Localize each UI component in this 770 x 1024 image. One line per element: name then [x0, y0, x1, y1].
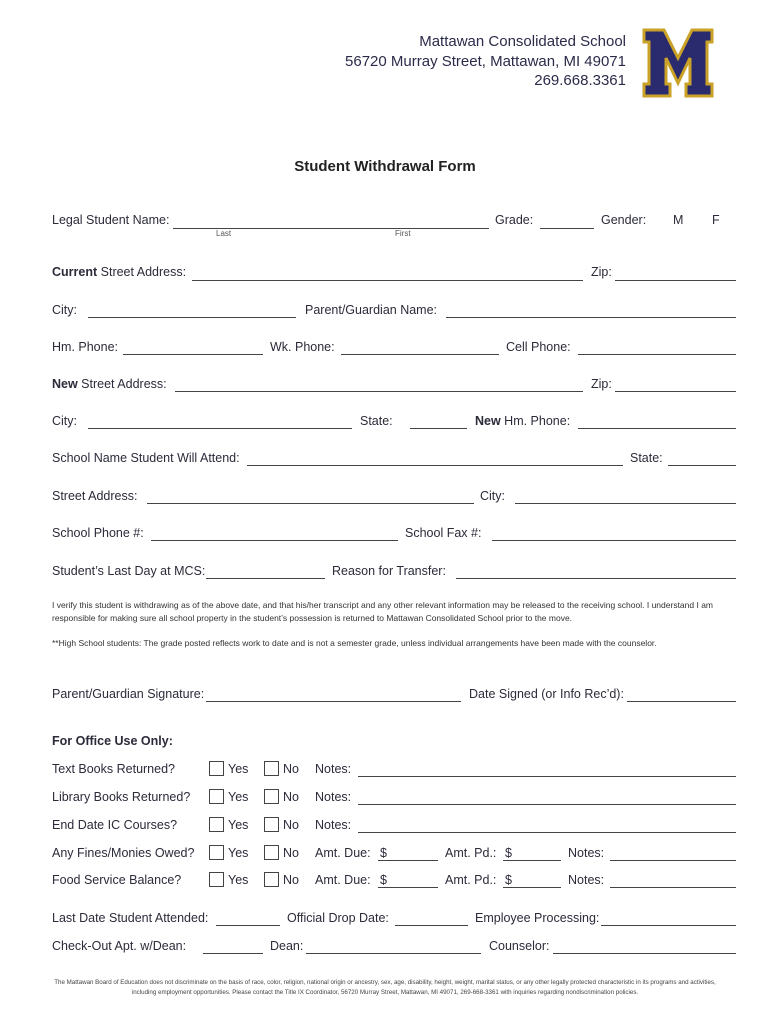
- notes-field[interactable]: [610, 860, 736, 861]
- footer-line-2: including employment opportunities. Please contact the Title IX Coordinator, 56720 Murray Street, Mattawan, MI 49071, 269-668-3361 with inquiries regarding nondiscrimination policies.: [131, 989, 639, 996]
- school-phone-label: School Phone #:: [52, 526, 144, 540]
- yes-checkbox[interactable]: [209, 872, 224, 887]
- notes-field[interactable]: [358, 804, 736, 805]
- counselor-field[interactable]: [553, 953, 736, 954]
- employee-label: Employee Processing:: [475, 911, 600, 925]
- no-label: No: [283, 762, 299, 776]
- no-label: No: [283, 818, 299, 832]
- school-address: 56720 Murray Street, Mattawan, MI 49071: [345, 53, 626, 70]
- wk-phone-label: Wk. Phone:: [270, 340, 335, 354]
- yes-label: Yes: [228, 846, 249, 860]
- grade-label: Grade:: [495, 213, 534, 227]
- new-zip-label: Zip:: [591, 377, 612, 391]
- drop-date-label: Official Drop Date:: [287, 911, 389, 925]
- school-logo: [642, 28, 714, 98]
- signature-field[interactable]: [206, 701, 461, 702]
- no-label: No: [283, 873, 299, 887]
- current-city-field[interactable]: [88, 317, 296, 318]
- school-attend-label: School Name Student Will Attend:: [52, 451, 240, 465]
- date-signed-field[interactable]: [627, 701, 736, 702]
- school-street-label: Street Address:: [52, 489, 138, 503]
- yes-checkbox[interactable]: [209, 817, 224, 832]
- new-zip-field[interactable]: [615, 391, 736, 392]
- school-fax-label: School Fax #:: [405, 526, 482, 540]
- office-row-label: Library Books Returned?: [52, 790, 191, 804]
- counselor-label: Counselor:: [489, 939, 550, 953]
- amt-due-dollar: $: [380, 846, 387, 860]
- new-city-field[interactable]: [88, 428, 352, 429]
- zip-label: Zip:: [591, 265, 612, 279]
- hm-phone-field[interactable]: [123, 354, 263, 355]
- hm-phone-label: Hm. Phone:: [52, 340, 119, 354]
- amt-due-label: Amt. Due:: [315, 873, 371, 887]
- notes-label: Notes:: [568, 873, 605, 887]
- amt-due-field[interactable]: [378, 887, 438, 888]
- notes-label: Notes:: [315, 818, 352, 832]
- high-school-note: **High School students: The grade posted reflects work to date and is not a semester grade, unless individual arrangements have been made with the counselor.: [52, 638, 657, 648]
- yes-label: Yes: [228, 873, 249, 887]
- new-hm-phone-label: New Hm. Phone:: [475, 414, 571, 428]
- amt-pd-dollar: $: [505, 846, 512, 860]
- first-label: First: [395, 229, 411, 238]
- new-address-field[interactable]: [175, 391, 583, 392]
- checkout-label: Check-Out Apt. w/Dean:: [52, 939, 187, 953]
- signature-label: Parent/Guardian Signature:: [52, 687, 205, 701]
- yes-label: Yes: [228, 790, 249, 804]
- footer-line-1: The Mattawan Board of Education does not discriminate on the basis of race, color, religion, national origin or ancestry, sex, age, disability, height, weight, marital status, or any other legally protected characteristic in its programs and activities,: [54, 979, 716, 986]
- notes-label: Notes:: [315, 762, 352, 776]
- yes-label: Yes: [228, 818, 249, 832]
- office-row-label: Food Service Balance?: [52, 873, 182, 887]
- new-state-field[interactable]: [410, 428, 467, 429]
- amt-due-dollar: $: [380, 873, 387, 887]
- gender-label: Gender:: [601, 213, 647, 227]
- no-checkbox[interactable]: [264, 817, 279, 832]
- notes-field[interactable]: [610, 887, 736, 888]
- office-row-label: Text Books Returned?: [52, 762, 175, 776]
- last-date-label: Last Date Student Attended:: [52, 911, 209, 925]
- no-checkbox[interactable]: [264, 789, 279, 804]
- school-phone-field[interactable]: [151, 540, 398, 541]
- current-address-label: Current Street Address:: [52, 265, 187, 279]
- amt-pd-label: Amt. Pd.:: [445, 873, 497, 887]
- last-day-field[interactable]: [206, 578, 325, 579]
- amt-pd-label: Amt. Pd.:: [445, 846, 497, 860]
- office-row-label: Any Fines/Monies Owed?: [52, 846, 195, 860]
- yes-checkbox[interactable]: [209, 789, 224, 804]
- school-state-label: State:: [630, 451, 663, 465]
- last-day-label: Student’s Last Day at MCS:: [52, 564, 206, 578]
- reason-label: Reason for Transfer:: [332, 564, 446, 578]
- school-phone: 269.668.3361: [534, 72, 626, 89]
- school-fax-field[interactable]: [492, 540, 736, 541]
- notes-label: Notes:: [568, 846, 605, 860]
- current-address-field[interactable]: [192, 280, 583, 281]
- city-label: City:: [52, 303, 77, 317]
- legal-name-label: Legal Student Name:: [52, 213, 170, 227]
- employee-field[interactable]: [601, 925, 736, 926]
- cell-phone-field[interactable]: [578, 354, 736, 355]
- amt-pd-dollar: $: [505, 873, 512, 887]
- dean-field[interactable]: [306, 953, 481, 954]
- new-state-label: State:: [360, 414, 393, 428]
- reason-field[interactable]: [456, 578, 736, 579]
- wk-phone-field[interactable]: [341, 354, 499, 355]
- no-label: No: [283, 790, 299, 804]
- school-name: Mattawan Consolidated School: [419, 33, 626, 50]
- no-checkbox[interactable]: [264, 845, 279, 860]
- gender-m[interactable]: M: [673, 213, 684, 227]
- verify-statement: I verify this student is withdrawing as of the above date, and that his/her transcript and any other relevant information may be released to the receiving school. I understand I am responsible for making sure all school property in the student’s possession is returned to Mattawan Consolidated School prior to the move.: [52, 600, 714, 623]
- no-label: No: [283, 846, 299, 860]
- checkout-field[interactable]: [203, 953, 263, 954]
- date-signed-label: Date Signed (or Info Rec’d):: [469, 687, 624, 701]
- cell-phone-label: Cell Phone:: [506, 340, 571, 354]
- school-street-field[interactable]: [147, 503, 474, 504]
- no-checkbox[interactable]: [264, 761, 279, 776]
- notes-label: Notes:: [315, 790, 352, 804]
- last-date-field[interactable]: [216, 925, 280, 926]
- new-hm-phone-field[interactable]: [578, 428, 736, 429]
- office-row-label: End Date IC Courses?: [52, 818, 178, 832]
- current-zip-field[interactable]: [615, 280, 736, 281]
- school-city-label: City:: [480, 489, 505, 503]
- new-city-label: City:: [52, 414, 77, 428]
- drop-date-field[interactable]: [395, 925, 468, 926]
- yes-checkbox[interactable]: [209, 845, 224, 860]
- footer-notice: [0, 978, 770, 998]
- school-state-field[interactable]: [668, 465, 736, 466]
- parent-name-label: Parent/Guardian Name:: [305, 303, 438, 317]
- new-address-label: New Street Address:: [52, 377, 167, 391]
- notes-field[interactable]: [358, 832, 736, 833]
- parent-name-field[interactable]: [446, 317, 736, 318]
- amt-due-field[interactable]: [378, 860, 438, 861]
- school-attend-field[interactable]: [247, 465, 623, 466]
- amt-pd-field[interactable]: [503, 860, 561, 861]
- amt-pd-field[interactable]: [503, 887, 561, 888]
- amt-due-label: Amt. Due:: [315, 846, 371, 860]
- school-city-field[interactable]: [515, 503, 736, 504]
- grade-field[interactable]: [540, 228, 594, 229]
- form-title: Student Withdrawal Form: [294, 158, 476, 175]
- last-label: Last: [216, 229, 232, 238]
- office-use-heading: For Office Use Only:: [52, 734, 173, 748]
- no-checkbox[interactable]: [264, 872, 279, 887]
- yes-checkbox[interactable]: [209, 761, 224, 776]
- yes-label: Yes: [228, 762, 249, 776]
- gender-f[interactable]: F: [712, 213, 720, 227]
- dean-label: Dean:: [270, 939, 304, 953]
- notes-field[interactable]: [358, 776, 736, 777]
